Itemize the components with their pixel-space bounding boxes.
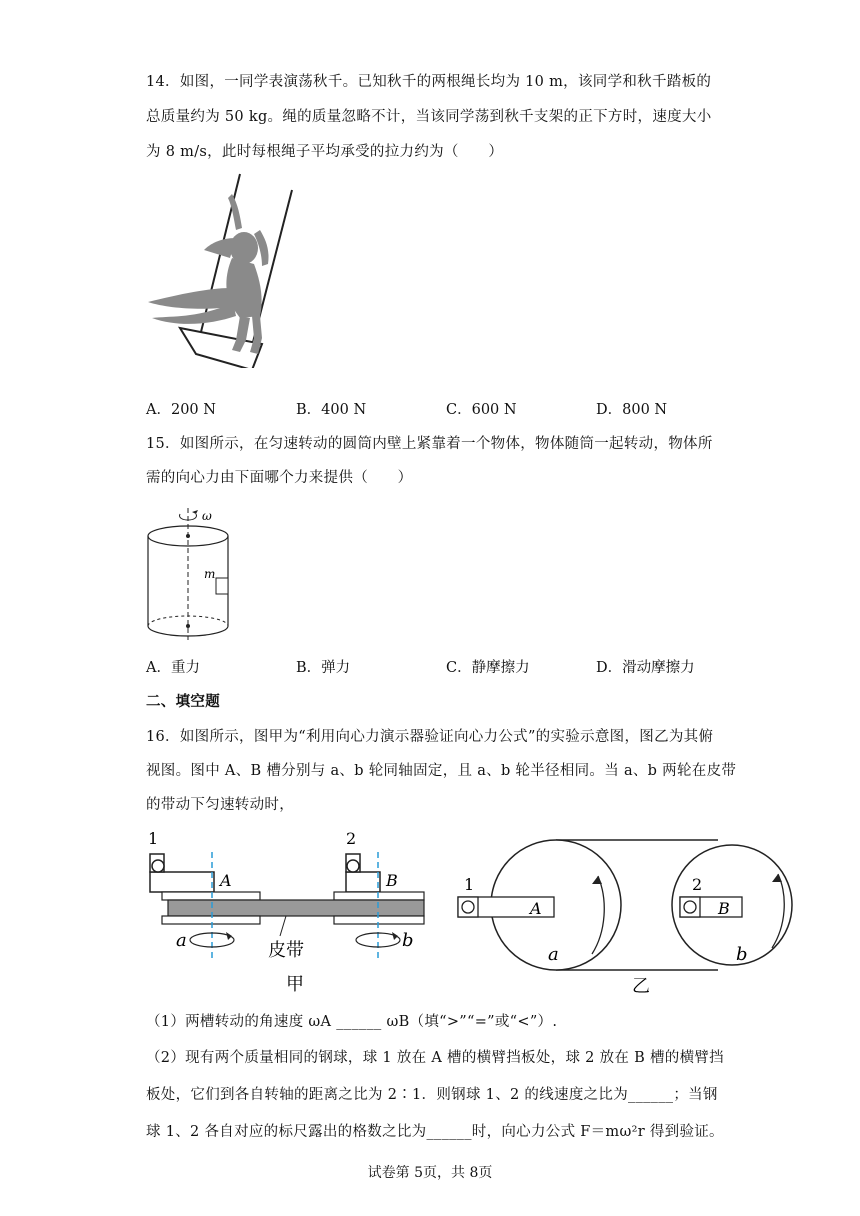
omega-label: ω	[202, 509, 212, 523]
q14-option-a[interactable]: A．200 N	[146, 402, 216, 418]
q14-line-1: 14．如图，一同学表演荡秋千。已知秋千的两根绳长均为 10 m，该同学和秋千踏板的	[146, 74, 712, 90]
q14-line-3: 为 8 m/s，此时每根绳子平均承受的拉力约为（ ）	[146, 144, 504, 160]
q15-option-d[interactable]: D．滑动摩擦力	[596, 660, 695, 676]
q16-sub1: （1）两槽转动的角速度 ωA ______ ωB（填“>”“=”或“<”）.	[146, 1014, 558, 1030]
q16-line-2: 视图。图中 A、B 槽分别与 a、b 轮同轴固定，且 a、b 轮半径相同。当 a、b 两轮在皮带	[146, 763, 737, 779]
q15-line-2: 需的向心力由下面哪个力来提供（ ）	[146, 470, 413, 486]
jia-ball2-label: 2	[346, 829, 357, 848]
q14-option-c[interactable]: C．600 N	[446, 402, 517, 418]
jia-caption: 甲	[286, 974, 304, 995]
swing-figure	[140, 168, 300, 368]
section-title: 二、填空题	[146, 693, 220, 710]
q16-sub2-line-3: 球 1、2 各自对应的标尺露出的格数之比为______时，向心力公式 F＝mω²r 得到验证。	[146, 1124, 724, 1140]
q15-option-a[interactable]: A．重力	[146, 660, 200, 676]
jia-ball1-label: 1	[148, 829, 159, 848]
yi-wheel-b-label: b	[736, 944, 748, 965]
belt-label: 皮带	[268, 940, 304, 961]
q14-line-2: 总质量约为 50 kg。绳的质量忽略不计，当该同学荡到秋千支架的正下方时，速度大小	[146, 109, 712, 125]
q14-option-d[interactable]: D．800 N	[596, 402, 668, 418]
q16-sub2-line-1: （2）现有两个质量相同的钢球，球 1 放在 A 槽的横臂挡板处，球 2 放在 B 槽的横臂挡	[146, 1050, 724, 1066]
jia-wheel-b-label: b	[402, 930, 414, 951]
cylinder-figure	[140, 504, 250, 644]
figure-jia	[140, 824, 440, 1004]
yi-wheel-a-label: a	[548, 944, 559, 965]
figure-yi	[452, 836, 802, 996]
q16-sub2-line-2: 板处，它们到各自转轴的距离之比为 2∶1．则钢球 1、2 的线速度之比为______；当钢	[146, 1087, 718, 1103]
q14-option-b[interactable]: B．400 N	[296, 402, 367, 418]
jia-slot-a-label: A	[220, 871, 232, 890]
yi-ball2-label: 2	[692, 875, 703, 894]
page-footer: 试卷第 5页，共 8页	[367, 1165, 493, 1181]
q15-line-1: 15．如图所示，在匀速转动的圆筒内壁上紧靠着一个物体，物体随筒一起转动，物体所	[146, 436, 713, 452]
yi-caption: 乙	[632, 976, 650, 996]
q16-line-1: 16．如图所示，图甲为“利用向心力演示器验证向心力公式”的实验示意图，图乙为其俯	[146, 729, 714, 745]
q15-option-c[interactable]: C．静摩擦力	[446, 660, 530, 676]
q16-line-3: 的带动下匀速转动时，	[146, 797, 294, 813]
yi-ball1-label: 1	[464, 875, 475, 894]
mass-label: m	[204, 567, 216, 581]
q15-option-b[interactable]: B．弹力	[296, 660, 351, 676]
jia-wheel-a-label: a	[176, 930, 187, 951]
yi-slot-a-label: A	[530, 899, 542, 918]
yi-slot-b-label: B	[718, 899, 730, 918]
jia-slot-b-label: B	[386, 871, 398, 890]
